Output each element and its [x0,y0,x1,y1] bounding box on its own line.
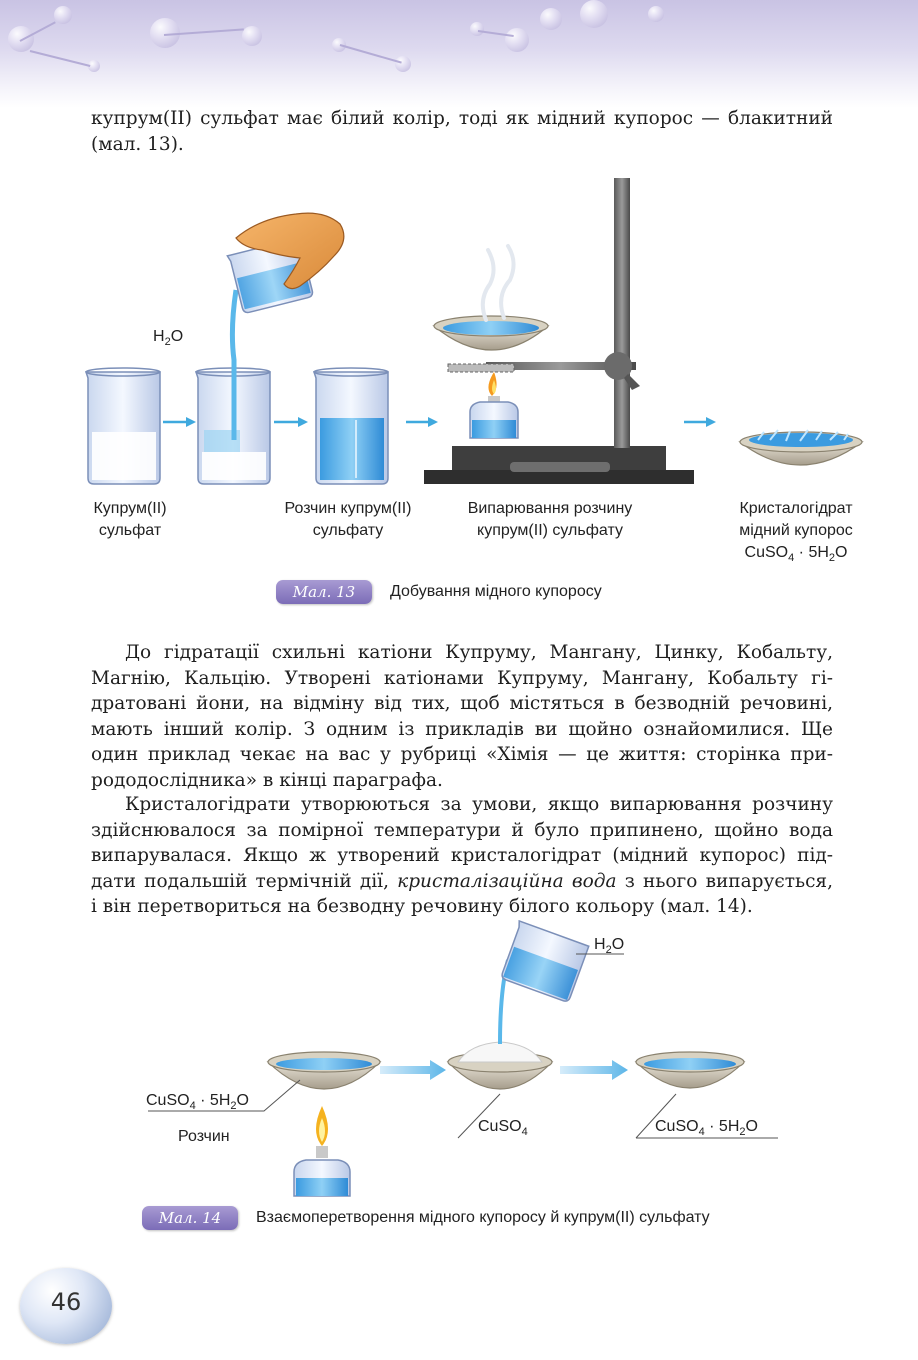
text-line: купрум(II) сульфат має білий колір, тоді як мідний купорос — блакитний [91,108,833,129]
beaker-icon [499,921,589,1003]
middle-formula-label: CuSO$_4$ [478,1118,528,1139]
steam [483,246,514,320]
flow-arrow-icon [274,417,308,427]
flow-arrow-icon [163,417,196,427]
water-formula-label: $H_2O$ [153,328,184,349]
beaker-icon [314,368,388,484]
text-line: і він перетвориться на безводну речовину білого кольору (мал. 14). [91,896,753,917]
label-crystal-hydrate: Кристалогідрат мідний купорос CuSO$_4$ · $5H_2O$ [716,498,876,569]
flow-arrow-icon [684,417,716,427]
paragraph-hydration [91,640,833,793]
text-line: До гідратації схильні катіони Купруму, Мангану, Цинку, Кобальту, [125,642,833,663]
figure-14-illustration [0,920,918,1220]
spirit-lamp-icon [470,372,518,438]
figure-14-badge: Мал. 14 [142,1206,238,1230]
label-copper-sulfate-solution: Розчин купрум(II) сульфату [284,500,412,539]
water-formula-label: $H_2O$ [594,936,625,957]
page-number: 46 [50,1288,82,1316]
text-line: один приклад чекає на вас у рубриці «Хімія — це життя: сторінка при- [91,744,833,765]
evaporating-dish-icon [448,1042,552,1089]
text-line: мають інший колір. З одним із прикладів ви щойно ознайомилися. Ще [91,718,833,740]
text-line: Кристалогідрати утворюються за умови, якщо випарювання розчину [125,794,833,815]
beaker-icon [86,368,160,484]
flow-arrow-icon [560,1060,628,1080]
spirit-lamp-icon [294,1106,350,1196]
figure-14-caption: Взаємоперетворення мідного купоросу й купрум(II) сульфату [256,1209,710,1226]
water-stream [232,290,236,440]
flow-arrow-icon [380,1060,446,1080]
figure-13-caption: Добування мідного купоросу [390,583,602,600]
text-line: здійснювалося за помірної температури й було припинено, щойно вода [91,819,833,841]
figure-13-badge: Мал. 13 [276,580,372,604]
paragraph-crystal-hydrates [91,792,833,920]
text-line: Магнію, Кальцію. Утворені катіонами Купруму, Мангану, Кобальту гі- [91,667,833,689]
text-line: (мал. 13). [91,133,184,155]
evaporating-dish-icon [434,316,548,350]
evaporating-dish-icon [740,430,862,465]
emphasis-term: кристалізаційна вода [397,870,617,892]
figure-13-illustration [0,0,918,500]
evaporating-dish-icon [268,1052,380,1089]
flow-arrow-icon [406,417,438,427]
text-line: дати подальшій термічній дії, кристалізаційна вода з нього випарується, [91,870,833,892]
crystal-hydrate-formula: CuSO$_4$ · $5H_2O$ [744,544,848,565]
right-formula-label: CuSO$_4$ · $5H_2O$ [655,1118,758,1139]
text-line: дратовані йони, на відміну від тих, щоб містяться в безводній речовині, [91,693,833,714]
solution-label: Розчин [178,1128,230,1145]
evaporating-dish-icon [636,1052,744,1088]
text-line: випарувалася. Якщо ж утворений кристалогідрат (мідний купорос) під- [91,845,833,866]
label-evaporation: Випарювання розчину купрум(II) сульфату [467,500,633,539]
left-formula-label: CuSO$_4$ · $5H_2O$ [146,1092,249,1113]
label-copper-sulfate: Купрум(II) сульфат [93,500,167,539]
wire-gauze [448,364,514,372]
text-line: рододослідника» в кінці параграфа. [91,769,443,791]
